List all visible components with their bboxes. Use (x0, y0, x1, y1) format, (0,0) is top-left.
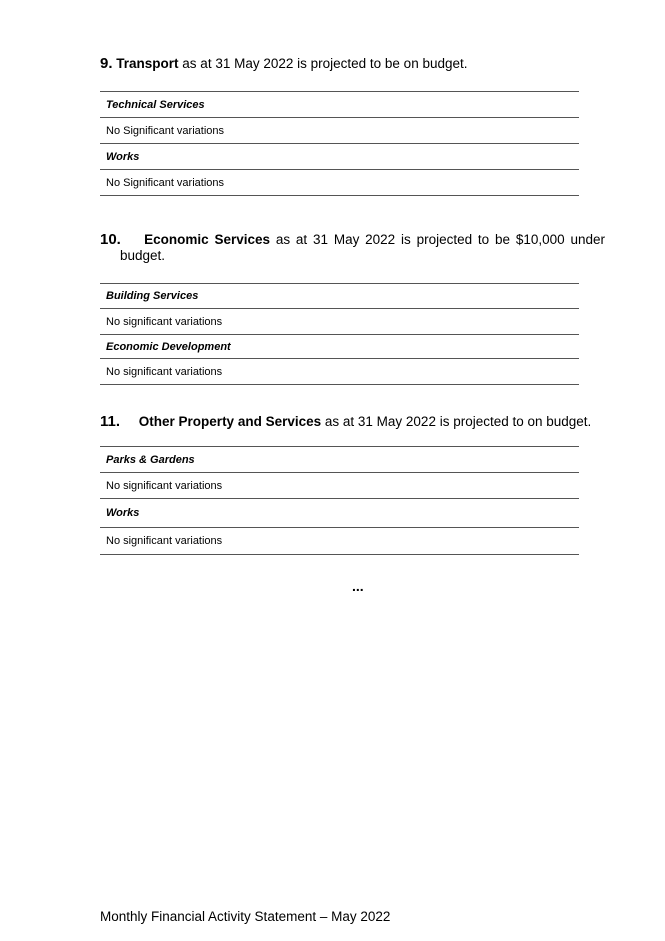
section-9-heading (100, 56, 605, 72)
table-row (100, 499, 579, 528)
table-row (100, 447, 579, 473)
variation-cell: No significant variations (100, 309, 579, 335)
table-row (100, 309, 579, 335)
section-topic: Economic Services (144, 232, 271, 247)
variation-cell: No significant variations (100, 473, 579, 499)
category-cell: Works (100, 144, 579, 170)
section-11-heading (100, 414, 605, 430)
category-cell: Works (100, 499, 579, 528)
table-row (100, 359, 579, 385)
continuation-ellipsis: ... (352, 578, 364, 594)
category-cell: Economic Development (100, 335, 579, 359)
table-row (100, 284, 579, 309)
section-number: 10. (100, 231, 121, 248)
table-row (100, 92, 579, 118)
section-10-heading (100, 232, 605, 264)
section-11-table (100, 446, 579, 555)
variation-cell: No significant variations (100, 528, 579, 555)
section-number: 11. (100, 413, 121, 430)
table-row (100, 144, 579, 170)
section-number: 9. (100, 55, 113, 72)
page-footer: Monthly Financial Activity Statement – May 2022 (100, 909, 391, 924)
category-cell: Parks & Gardens (100, 447, 579, 473)
section-text-continued: budget. (120, 248, 166, 263)
category-cell: Building Services (100, 284, 579, 309)
section-topic: Other Property and Services (138, 414, 322, 429)
section-text: as at 31 May 2022 is projected to on budget. (321, 414, 592, 429)
table-row (100, 118, 579, 144)
table-row (100, 335, 579, 359)
category-cell: Technical Services (100, 92, 579, 118)
table-row (100, 170, 579, 196)
section-topic: Transport (116, 56, 179, 71)
variation-cell: No Significant variations (100, 170, 579, 196)
section-text: as at 31 May 2022 is projected to be on budget. (178, 56, 468, 71)
variation-cell: No significant variations (100, 359, 579, 385)
variation-cell: No Significant variations (100, 118, 579, 144)
section-text: as at 31 May 2022 is projected to be $10,000 under (270, 232, 605, 247)
table-row (100, 528, 579, 555)
section-10-table (100, 283, 579, 385)
table-row (100, 473, 579, 499)
section-9-table (100, 91, 579, 196)
